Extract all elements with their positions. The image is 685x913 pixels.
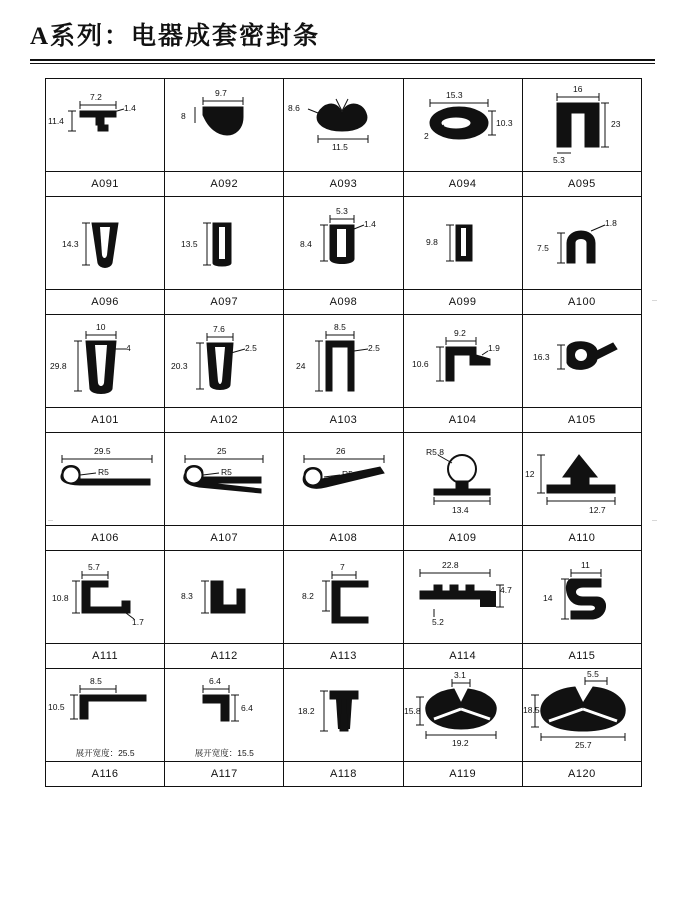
- label-cell: A103: [284, 408, 403, 433]
- label-cell: A105: [522, 408, 641, 433]
- svg-text:11.5: 11.5: [332, 142, 349, 152]
- table-row: [46, 551, 642, 644]
- label-cell: A114: [403, 644, 522, 669]
- figure-cell-a109: [403, 433, 522, 526]
- svg-text:15.8: 15.8: [403, 706, 421, 716]
- label-cell: A097: [165, 290, 284, 315]
- figure-cell-a105: [522, 315, 641, 408]
- label-cell: A104: [403, 408, 522, 433]
- svg-text:25.7: 25.7: [574, 740, 592, 750]
- figure-cell-a116: [46, 669, 165, 762]
- svg-text:29.5: 29.5: [94, 446, 111, 456]
- svg-text:8.5: 8.5: [334, 322, 347, 332]
- table-row: [46, 762, 642, 787]
- svg-text:9.8: 9.8: [425, 237, 438, 247]
- svg-text:R5: R5: [221, 467, 233, 477]
- figure-cell-a103: [284, 315, 403, 408]
- table-row: [46, 197, 642, 290]
- svg-text:10: 10: [96, 322, 106, 332]
- svg-text:1.4: 1.4: [364, 219, 377, 229]
- figure-cell-a095: [522, 79, 641, 172]
- label-cell: A101: [46, 408, 165, 433]
- svg-text:R5: R5: [342, 469, 354, 479]
- svg-text:10.8: 10.8: [52, 593, 69, 603]
- svg-text:26: 26: [336, 446, 346, 456]
- label-cell: A115: [522, 644, 641, 669]
- figure-cell-a111: [46, 551, 165, 644]
- label-cell: A108: [284, 526, 403, 551]
- label-cell: A112: [165, 644, 284, 669]
- figure-cell-a101: [46, 315, 165, 408]
- svg-text:10.3: 10.3: [495, 118, 513, 128]
- label-cell: A107: [165, 526, 284, 551]
- table-row: [46, 644, 642, 669]
- svg-text:5.5: 5.5: [586, 669, 599, 679]
- svg-text:18.5: 18.5: [522, 705, 540, 715]
- figure-cell-a119: [403, 669, 522, 762]
- figure-cell-a117: [165, 669, 284, 762]
- svg-text:8.4: 8.4: [300, 239, 313, 249]
- svg-text:R5: R5: [98, 467, 109, 477]
- figure-note: 展开宽度：25.5: [75, 748, 135, 758]
- svg-text:7.2: 7.2: [90, 92, 102, 102]
- table-row: [46, 526, 642, 551]
- table-row: [46, 290, 642, 315]
- label-cell: A116: [46, 762, 165, 787]
- label-cell: A095: [522, 172, 641, 197]
- svg-text:2.5: 2.5: [368, 343, 381, 353]
- figure-cell-a106: [46, 433, 165, 526]
- svg-text:2.5: 2.5: [245, 343, 258, 353]
- figure-cell-a104: [403, 315, 522, 408]
- figure-cell-a120: [522, 669, 641, 762]
- svg-text:8.5: 8.5: [90, 676, 102, 686]
- svg-text:9.2: 9.2: [453, 328, 466, 338]
- svg-text:1.7: 1.7: [132, 617, 144, 627]
- label-cell: A110: [522, 526, 641, 551]
- figure-cell-a113: [284, 551, 403, 644]
- page-title-block: [30, 22, 655, 62]
- label-cell: A092: [165, 172, 284, 197]
- table-row: [46, 79, 642, 172]
- svg-text:1.8: 1.8: [604, 218, 617, 228]
- figure-cell-a100: [522, 197, 641, 290]
- figure-cell-a102: [165, 315, 284, 408]
- figure-cell-a093: [284, 79, 403, 172]
- label-cell: A111: [46, 644, 165, 669]
- svg-text:23: 23: [610, 119, 621, 129]
- title-rule-thin: [30, 63, 655, 64]
- svg-text:11: 11: [580, 560, 590, 570]
- figure-cell-a107: [165, 433, 284, 526]
- svg-text:16: 16: [572, 84, 583, 94]
- figure-cell-a114: [403, 551, 522, 644]
- svg-text:18.2: 18.2: [298, 706, 316, 716]
- figure-cell-a110: [522, 433, 641, 526]
- profile-grid: [45, 78, 642, 787]
- figure-cell-a118: [284, 669, 403, 762]
- table-row: [46, 408, 642, 433]
- svg-text:5.2: 5.2: [431, 617, 444, 627]
- label-cell: A120: [522, 762, 641, 787]
- svg-text:29.8: 29.8: [50, 361, 67, 371]
- svg-text:7: 7: [340, 562, 346, 572]
- svg-text:6.4: 6.4: [209, 676, 222, 686]
- label-cell: A096: [46, 290, 165, 315]
- figure-note: 展开宽度：15.5: [194, 748, 254, 758]
- svg-text:2: 2: [423, 131, 429, 141]
- svg-text:25: 25: [217, 446, 227, 456]
- margin-mark: [652, 300, 657, 301]
- svg-text:1.9: 1.9: [487, 343, 500, 353]
- svg-text:8.2: 8.2: [302, 591, 315, 601]
- svg-text:12.7: 12.7: [588, 505, 606, 515]
- label-cell: A102: [165, 408, 284, 433]
- svg-text:14: 14: [542, 593, 553, 603]
- svg-text:14.3: 14.3: [62, 239, 79, 249]
- svg-text:4.7: 4.7: [499, 585, 512, 595]
- figure-cell-a108: [284, 433, 403, 526]
- figure-cell-a094: [403, 79, 522, 172]
- label-cell: A093: [284, 172, 403, 197]
- svg-text:13.5: 13.5: [181, 239, 198, 249]
- table-row: [46, 315, 642, 408]
- figure-cell-a096: [46, 197, 165, 290]
- svg-text:10.5: 10.5: [48, 702, 65, 712]
- label-cell: A113: [284, 644, 403, 669]
- svg-text:15.3: 15.3: [445, 90, 463, 100]
- label-cell: A118: [284, 762, 403, 787]
- svg-text:8: 8: [181, 111, 187, 121]
- svg-text:5.3: 5.3: [552, 155, 565, 165]
- svg-text:3.1: 3.1: [453, 670, 466, 680]
- table-row: [46, 172, 642, 197]
- svg-text:6.4: 6.4: [241, 703, 254, 713]
- svg-text:1.4: 1.4: [124, 103, 136, 113]
- page-title: A系列：电器成套密封条: [30, 23, 321, 50]
- figure-cell-a097: [165, 197, 284, 290]
- svg-text:20.3: 20.3: [171, 361, 188, 371]
- svg-text:22.8: 22.8: [441, 560, 459, 570]
- svg-text:5.7: 5.7: [88, 562, 100, 572]
- label-cell: A094: [403, 172, 522, 197]
- label-cell: A098: [284, 290, 403, 315]
- label-cell: A099: [403, 290, 522, 315]
- table-row: [46, 433, 642, 526]
- svg-text:8.6: 8.6: [288, 103, 301, 113]
- svg-text:13.4: 13.4: [451, 505, 469, 515]
- figure-cell-a099: [403, 197, 522, 290]
- figure-cell-a112: [165, 551, 284, 644]
- svg-text:12: 12: [524, 469, 535, 479]
- label-cell: A119: [403, 762, 522, 787]
- label-cell: A106: [46, 526, 165, 551]
- title-rule-thick: [30, 59, 655, 61]
- svg-text:5.3: 5.3: [336, 206, 349, 216]
- svg-text:24: 24: [296, 361, 306, 371]
- figure-cell-a091: [46, 79, 165, 172]
- svg-text:8.3: 8.3: [181, 591, 194, 601]
- svg-text:19.2: 19.2: [451, 738, 469, 748]
- svg-text:10.6: 10.6: [411, 359, 429, 369]
- svg-text:4: 4: [126, 343, 131, 353]
- svg-text:16.3: 16.3: [532, 352, 550, 362]
- svg-text:11.4: 11.4: [48, 116, 65, 126]
- svg-text:7.5: 7.5: [536, 243, 549, 253]
- label-cell: A100: [522, 290, 641, 315]
- table-row: [46, 669, 642, 762]
- label-cell: A117: [165, 762, 284, 787]
- margin-mark: [652, 520, 657, 521]
- svg-text:7.6: 7.6: [213, 324, 226, 334]
- svg-text:9.7: 9.7: [215, 88, 228, 98]
- svg-text:R5.8: R5.8: [425, 447, 444, 457]
- label-cell: A109: [403, 526, 522, 551]
- figure-cell-a098: [284, 197, 403, 290]
- label-cell: A091: [46, 172, 165, 197]
- figure-cell-a092: [165, 79, 284, 172]
- figure-cell-a115: [522, 551, 641, 644]
